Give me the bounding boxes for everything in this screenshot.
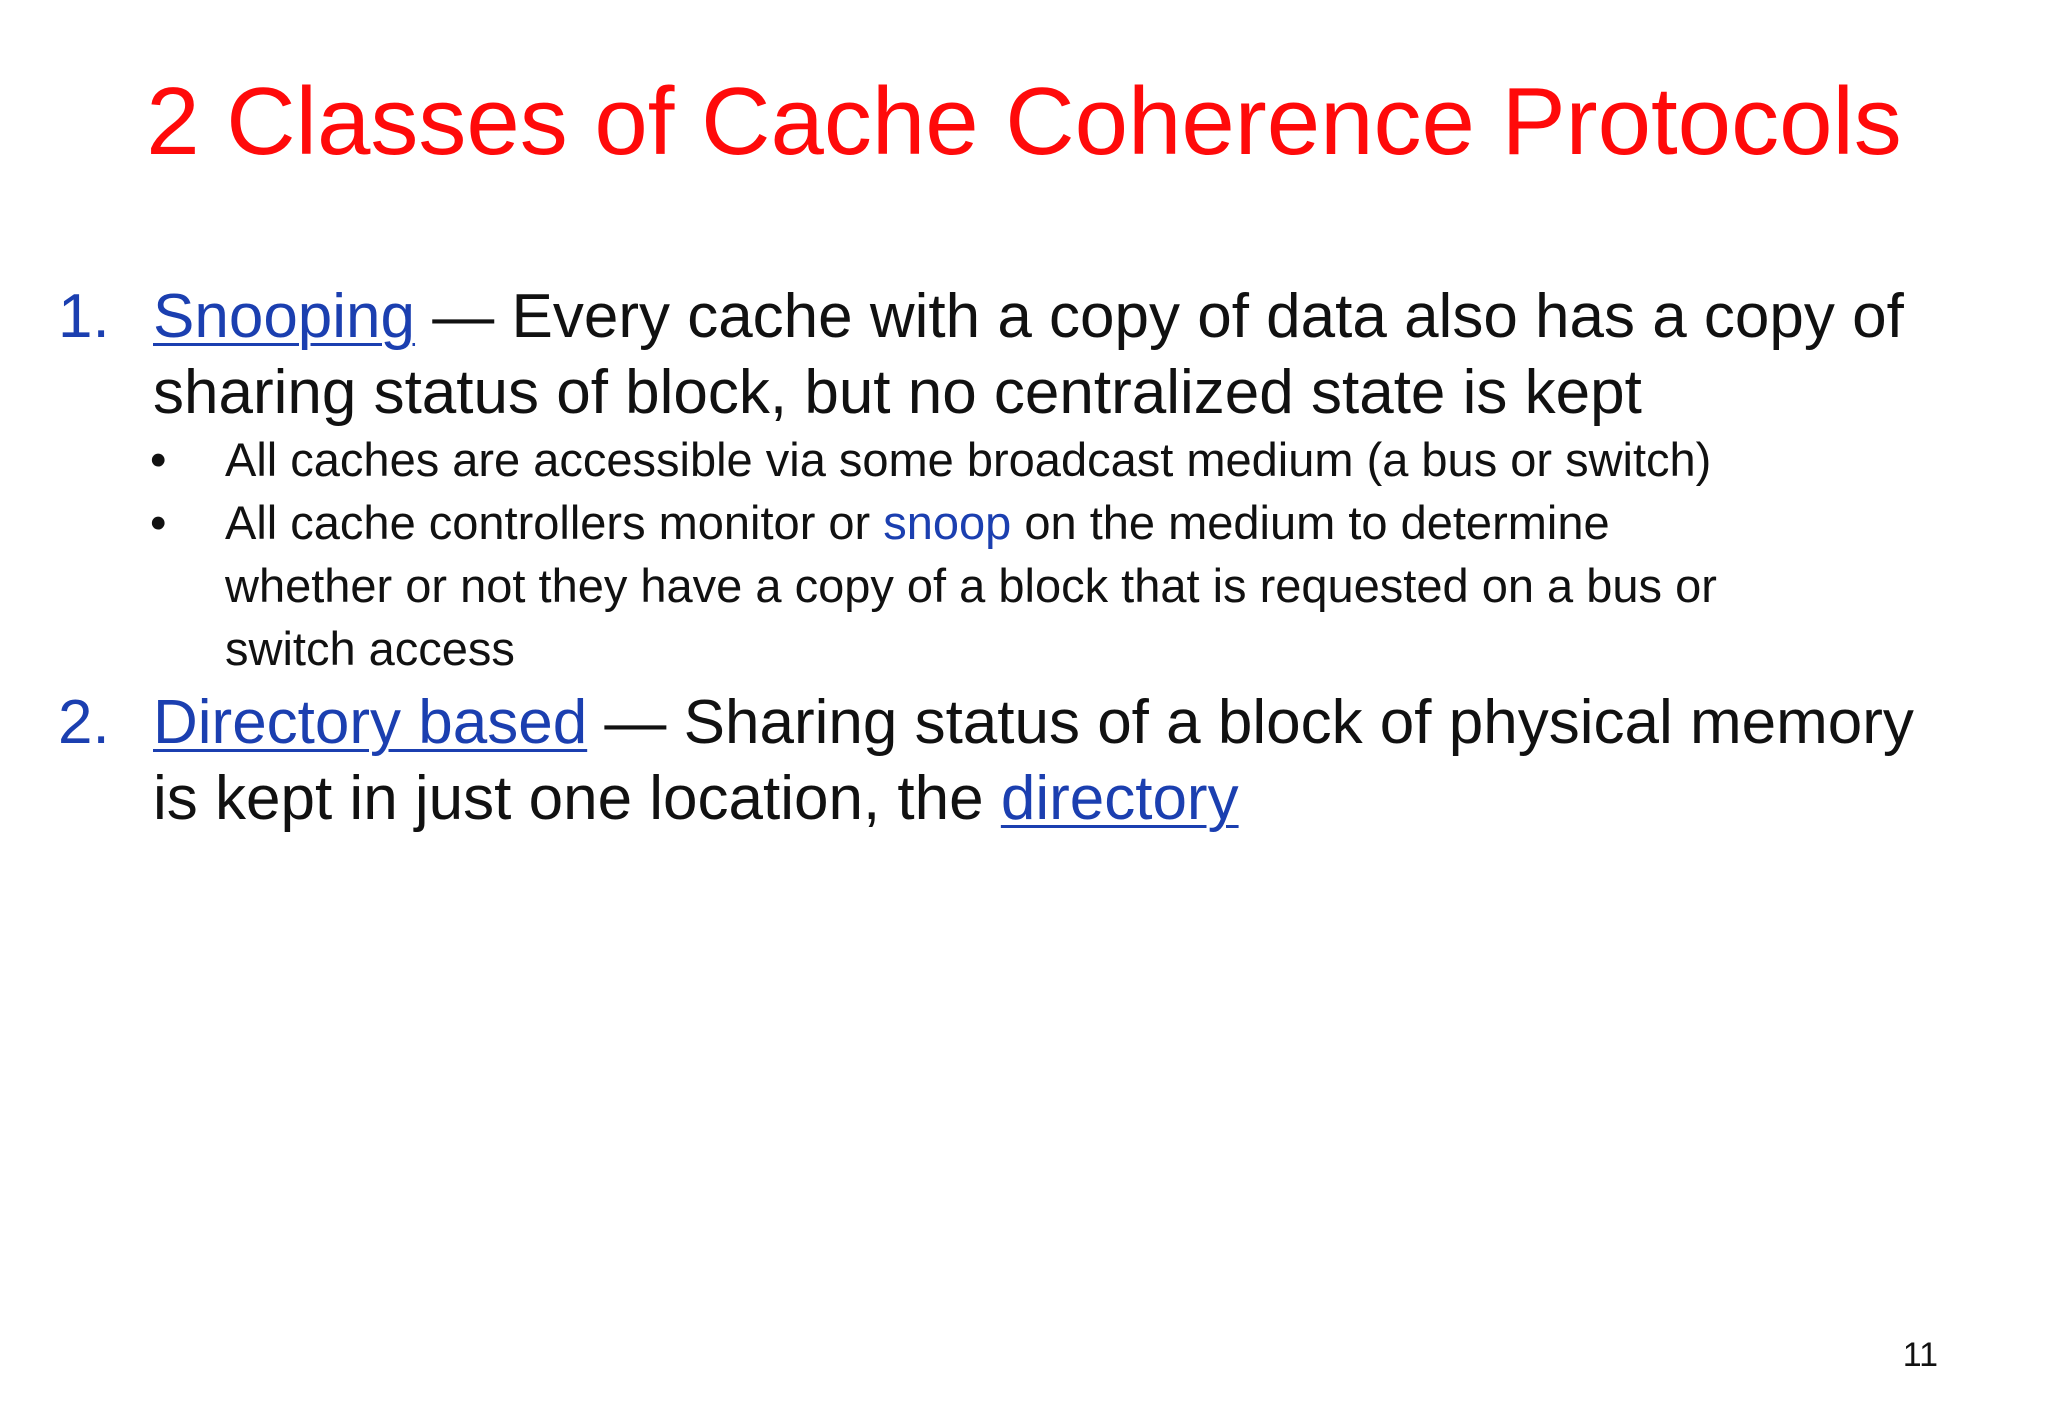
bullet-icon: • [150,433,167,486]
sub-bullet-text: switch access [225,622,515,675]
slide-title: 2 Classes of Cache Coherence Protocols [146,68,1902,175]
item-line-2: is kept in just one location, the directory [153,764,1239,833]
page-number: 11 [1902,1336,1938,1374]
item-line-1 [153,279,1904,355]
directory-based-link[interactable]: Directory based [153,688,588,757]
item-number: 2. [58,688,110,757]
directory-link[interactable]: directory [1000,764,1239,833]
snooping-link[interactable]: Snooping [153,282,416,351]
snoop-term: snoop [883,496,1012,549]
item-line-1 [153,685,1914,761]
sub-bullet-text: All cache controllers monitor or snoop on the medium to determine [225,496,1610,549]
sub-bullet-text: whether or not they have a copy of a block that is requested on a bus or [225,559,1717,612]
item-line-2: sharing status of block, but no centralized state is kept [153,358,1642,427]
item-text: — Every cache with a copy of data also has a copy of [415,282,1904,351]
sub-bullet-text: All caches are accessible via some broadcast medium (a bus or switch) [225,433,1712,486]
item-text: — Sharing status of a block of physical memory [587,688,1914,757]
item-number: 1. [58,282,110,351]
bullet-icon: • [150,496,167,549]
